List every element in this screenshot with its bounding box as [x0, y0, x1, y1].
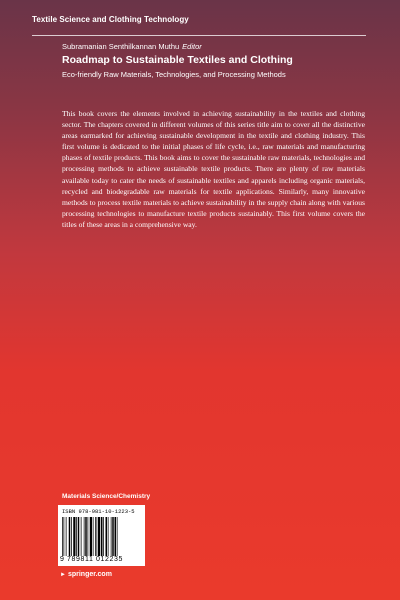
barcode-bar	[103, 517, 104, 556]
barcode-bar	[64, 517, 65, 556]
barcode-bar	[108, 517, 109, 556]
barcode-bars	[62, 517, 141, 556]
barcode-bar	[98, 517, 100, 556]
series-name: Textile Science and Clothing Technology	[32, 15, 189, 24]
barcode-bar	[95, 517, 96, 556]
book-subtitle: Eco-friendly Raw Materials, Technologies, and Processing Methods	[62, 70, 286, 79]
arrow-icon: ►	[60, 572, 66, 578]
editor-name: Subramanian Senthilkannan Muthu	[62, 42, 180, 51]
header-rule	[32, 35, 366, 36]
book-title: Roadmap to Sustainable Textiles and Clothing	[62, 54, 293, 66]
barcode-bar	[84, 517, 85, 556]
barcode-bar	[101, 517, 103, 556]
publisher-website-label: springer.com	[67, 571, 112, 578]
barcode-bar	[62, 517, 63, 556]
barcode-bar	[97, 517, 98, 556]
barcode-bar	[88, 517, 89, 556]
barcode-bar	[81, 517, 82, 556]
editor-line	[62, 42, 202, 51]
ean-digits: 9 789811 012235	[60, 556, 123, 563]
barcode-bar	[117, 517, 118, 556]
barcode-bar	[69, 517, 71, 556]
editor-role: Editor	[182, 42, 202, 51]
barcode-bar	[71, 517, 72, 556]
book-description: This book covers the elements involved in achieving sustainability in the textiles and clothing sector. The chapters covered in different volumes of this series title aim to cover all the distinctive areas earmarked for achieving sustainable development in the textile and clothing industry. This first volume is dedicated to the initial phases of life cycle, i.e., raw materials and manufacturing phases of textile products. This book aims to cover the sustainable raw materials, technologies and processing methods to achieve sustainable textile products. There are plenty of raw materials available today to cater the needs of sustainable textiles and apparels including organic materials, recycled and biodegradable raw materials for textile applications. Similarly, many innovative methods to process textile materials to achieve sustainability in the supply chain along with various processing technologies to manufacture textile products sustainably. This first volume covers the titles of these areas in a comprehensive way.	[62, 109, 365, 229]
isbn-barcode	[58, 505, 145, 566]
barcode-bar	[85, 517, 87, 556]
subject-category: Materials Science/Chemistry	[62, 493, 151, 500]
barcode-bar	[106, 517, 108, 556]
barcode-bar	[90, 517, 92, 556]
isbn-number: ISBN 978-981-10-1223-5	[62, 508, 135, 515]
barcode-bar	[73, 517, 75, 556]
barcode-bar	[76, 517, 77, 556]
barcode-bar	[115, 517, 117, 556]
barcode-bar	[112, 517, 114, 556]
barcode-bar	[78, 517, 80, 556]
barcode-bar	[111, 517, 112, 556]
barcode-bar	[66, 517, 67, 556]
barcode-bar	[93, 517, 94, 556]
publisher-website[interactable]	[60, 571, 112, 578]
